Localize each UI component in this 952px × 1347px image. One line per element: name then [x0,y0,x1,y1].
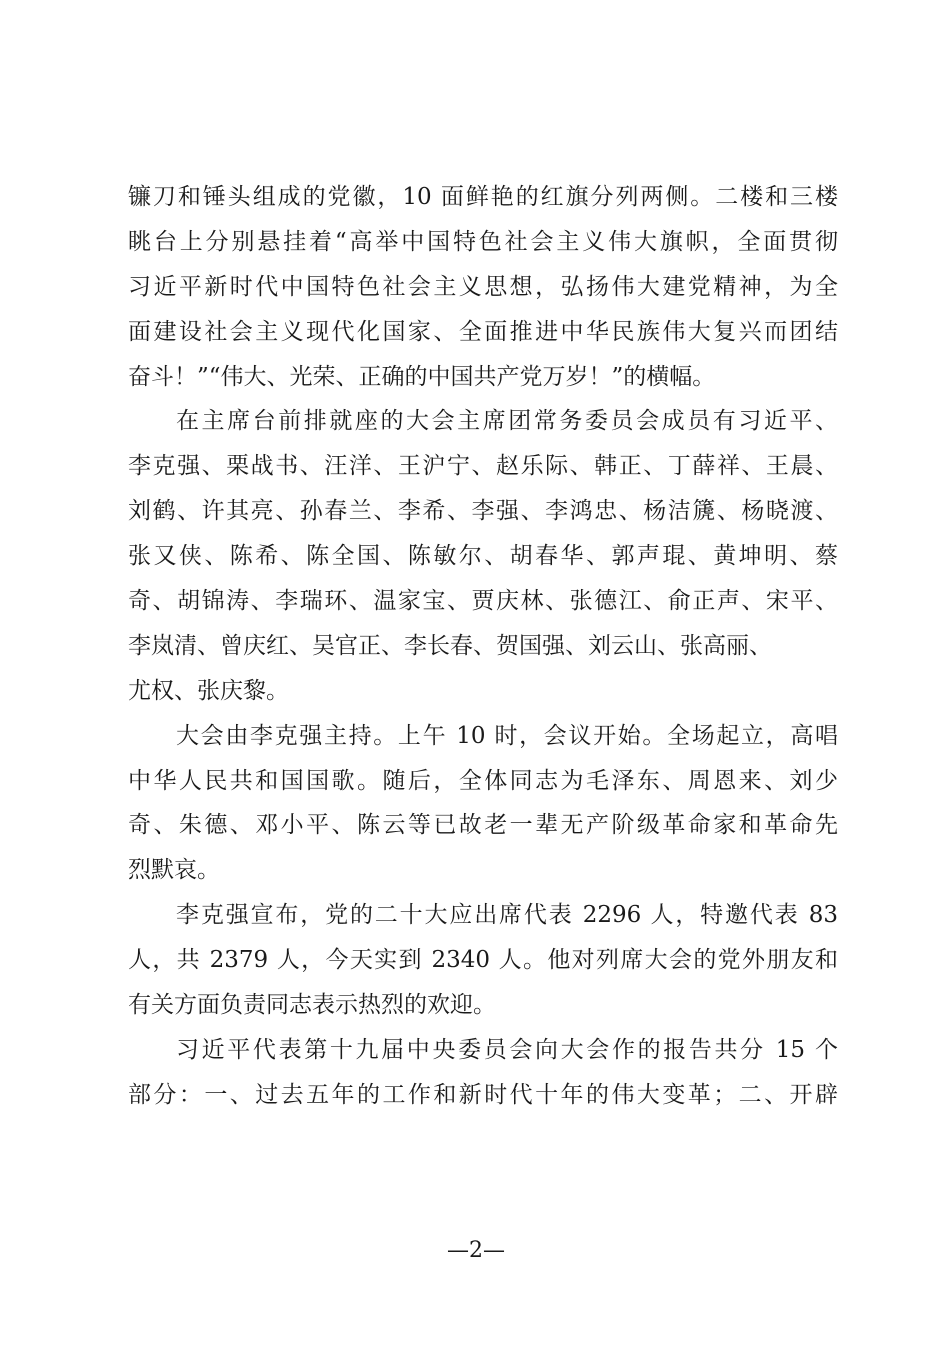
text-line: 部分：一、过去五年的工作和新时代十年的伟大变革；二、开辟 [128,1081,838,1108]
text-line: 中华人民共和国国歌。随后，全体同志为毛泽东、周恩来、刘少 [128,767,838,794]
text-line: 烈默哀。 [128,857,220,884]
text-line: 人，共 2379 人，今天实到 2340 人。他对列席大会的党外朋友和 [128,947,838,974]
page-number: —2— [447,1238,505,1263]
paragraph-first-line: 在主席台前排就座的大会主席团常务委员会成员有习近平、 [176,408,838,435]
document-body [128,175,838,1118]
text-line: 奇、胡锦涛、李瑞环、温家宝、贾庆林、张德江、俞正声、宋平、 [128,588,838,615]
text-line: 奋斗！”“伟大、光荣、正确的中国共产党万岁！”的横幅。 [128,363,716,390]
text-line: 李岚清、曾庆红、吴官正、李长春、贺国强、刘云山、张高丽、 [128,632,772,659]
text-line: 眺台上分别悬挂着“高举中国特色社会主义伟大旗帜，全面贯彻 [128,228,838,255]
text-line: 习近平新时代中国特色社会主义思想，弘扬伟大建党精神，为全 [128,273,838,300]
text-line: 张又侠、陈希、陈全国、陈敏尔、胡春华、郭声琨、黄坤明、蔡 [128,543,838,570]
text-line: 面建设社会主义现代化国家、全面推进中华民族伟大复兴而团结 [128,318,838,345]
text-line: 尤权、张庆黎。 [128,677,289,704]
text-line: 有关方面负责同志表示热烈的欢迎。 [128,992,496,1019]
text-line: 镰刀和锤头组成的党徽，10 面鲜艳的红旗分列两侧。二楼和三楼 [128,184,838,210]
paragraph-first-line: 李克强宣布，党的二十大应出席代表 2296 人，特邀代表 83 [176,902,838,929]
text-line: 奇、朱德、邓小平、陈云等已故老一辈无产阶级革命家和革命先 [128,812,838,839]
text-line: 刘鹤、许其亮、孙春兰、李希、李强、李鸿忠、杨洁篪、杨晓渡、 [128,498,838,525]
text-line: 李克强、栗战书、汪洋、王沪宁、赵乐际、韩正、丁薛祥、王晨、 [128,453,838,480]
paragraph-first-line: 大会由李克强主持。上午 10 时，会议开始。全场起立，高唱 [176,722,838,749]
paragraph-first-line: 习近平代表第十九届中央委员会向大会作的报告共分 15 个 [176,1036,838,1063]
